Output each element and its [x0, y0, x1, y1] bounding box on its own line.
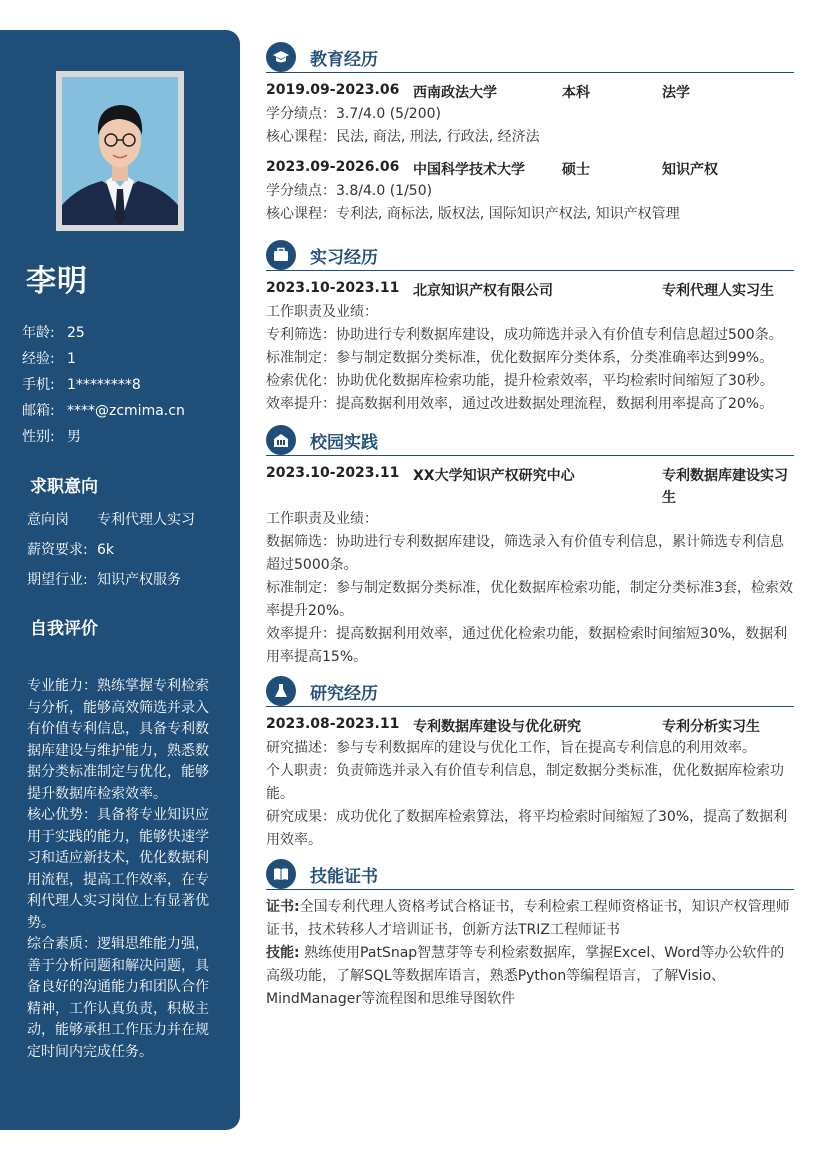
entry-major: 法学 [662, 85, 690, 101]
campus-entry-header [266, 462, 794, 508]
section-title: 教育经历 [310, 50, 378, 70]
entry-date: 2023.10-2023.11 [266, 465, 400, 481]
objective-row [27, 510, 232, 540]
section-title: 实习经历 [310, 248, 378, 268]
internship-entry-header [266, 277, 794, 301]
entry-role: 专利分析实习生 [662, 719, 760, 735]
entry-line: 研究描述：参与专利数据库的建设与优化工作，旨在提高专利信息的利用效率。 [266, 740, 756, 756]
entry-date: 2023.09-2026.06 [266, 159, 400, 175]
entry-organization: XX大学知识产权研究中心 [413, 468, 575, 484]
section-research [266, 676, 794, 852]
self-eval-paragraph: 专业能力：熟练掌握专利检索与分析，能够高效筛选并录入有价值专利信息，具备专利数据库建设与维护能力，熟悉数据分类标准制定与优化，能够提升数据库检索效率。 [27, 678, 209, 802]
education-entry-header [266, 79, 794, 103]
entry-line: 效率提升：提高数据利用效率，通过改进数据处理流程，数据利用率提高了20%。 [266, 396, 774, 412]
self-eval-paragraph: 核心优势：具备将专业知识应用于实践的能力，能够快速学习和适应新技术，优化数据利用流程，提高工作效率，在专利代理人实习岗位上有显著优势。 [27, 807, 209, 931]
entry-line: 标准制定：参与制定数据分类标准，优化数据库分类体系，分类准确率达到99%。 [266, 350, 774, 366]
entry-line: 工作职责及业绩： [266, 304, 378, 320]
entry-degree: 本科 [562, 85, 590, 101]
objective-heading: 求职意向 [30, 477, 98, 497]
certificates-label: 证书: [266, 899, 300, 915]
objective-label: 薪资要求: [27, 542, 88, 558]
info-value: 男 [67, 429, 81, 445]
certificates-text: 全国专利代理人资格考试合格证书，专利检索工程师资格证书，知识产权管理师证书，技术转移人才培训证书，创新方法TRIZ工程师证书 [266, 899, 790, 938]
section-internship [266, 240, 794, 416]
briefcase-icon [266, 240, 296, 270]
entry-line: 核心课程：民法, 商法, 刑法, 行政法, 经济法 [266, 129, 540, 145]
section-header [266, 425, 794, 456]
info-gender [22, 424, 232, 450]
entry-line: 标准制定：参与制定数据分类标准，优化数据库检索功能，制定分类标准3套，检索效率提升20%。 [266, 580, 793, 619]
entry-date: 2023.10-2023.11 [266, 280, 400, 296]
section-title: 技能证书 [310, 867, 378, 887]
section-skills [266, 859, 794, 1011]
info-label: 性别: [22, 429, 55, 445]
entry-line: 学分绩点：3.8/4.0 (1/50) [266, 183, 433, 199]
entry-school: 中国科学技术大学 [413, 162, 525, 178]
entry-line: 学分绩点：3.7/4.0 (5/200) [266, 106, 441, 122]
objective-value: 6k [97, 542, 115, 558]
info-value: 1 [67, 351, 76, 367]
profile-photo-frame [56, 71, 184, 231]
education-entry-header [266, 156, 794, 180]
entry-line: 检索优化：协助优化数据库检索功能，提升检索效率，平均检索时间缩短了30秒。 [266, 373, 774, 389]
sidebar [0, 30, 240, 1130]
entry-degree: 硕士 [562, 162, 590, 178]
section-header [266, 676, 794, 707]
entry-line: 个人职责：负责筛选并录入有价值专利信息，制定数据分类标准，优化数据库检索功能。 [266, 763, 784, 802]
info-value: ****@zcmima.cn [67, 403, 185, 419]
entry-project: 专利数据库建设与优化研究 [413, 719, 581, 735]
objective-list [27, 510, 232, 600]
entry-date: 2023.08-2023.11 [266, 716, 400, 732]
section-education [266, 42, 794, 226]
self-eval-heading: 自我评价 [30, 619, 98, 639]
entry-date: 2019.09-2023.06 [266, 82, 400, 98]
section-header [266, 240, 794, 271]
info-label: 经验: [22, 351, 55, 367]
entry-line: 研究成果：成功优化了数据库检索算法，将平均检索时间缩短了30%，提高了数据利用效率。 [266, 809, 788, 848]
certificates-line [266, 896, 794, 942]
skills-label: 技能: [266, 945, 300, 961]
entry-school: 西南政法大学 [413, 85, 497, 101]
objective-label: 意向岗 [27, 512, 69, 528]
entry-line: 工作职责及业绩： [266, 511, 378, 527]
objective-value: 专利代理人实习 [97, 512, 195, 528]
section-campus [266, 425, 794, 669]
entry-role: 专利代理人实习生 [662, 283, 774, 299]
entry-line: 数据筛选：协助进行专利数据库建设，筛选录入有价值专利信息，累计筛选专利信息超过5000条。 [266, 534, 784, 573]
candidate-name: 李明 [26, 264, 88, 299]
book-icon [266, 859, 296, 889]
info-email [22, 398, 232, 424]
objective-row [27, 570, 232, 600]
entry-role: 专利数据库建设实习生 [662, 468, 788, 506]
self-eval-paragraph: 综合素质：逻辑思维能力强，善于分析问题和解决问题，具备良好的沟通能力和团队合作精神，工作认真负责，积极主动，能够承担工作压力并在规定时间内完成任务。 [27, 936, 209, 1060]
section-title: 校园实践 [310, 433, 378, 453]
entry-line: 专利筛选：协助进行专利数据库建设，成功筛选并录入有价值专利信息超过500条。 [266, 327, 783, 343]
section-header [266, 859, 794, 890]
info-phone [22, 372, 232, 398]
self-eval-text [27, 676, 217, 1063]
profile-photo [62, 77, 178, 225]
graduation-cap-icon [266, 42, 296, 72]
info-label: 手机: [22, 377, 55, 393]
basic-info [22, 320, 232, 450]
skills-line [266, 942, 794, 1011]
info-value: 1********8 [67, 377, 141, 393]
flask-icon [266, 676, 296, 706]
info-experience [22, 346, 232, 372]
info-label: 年龄: [22, 325, 55, 341]
entry-organization: 北京知识产权有限公司 [413, 283, 553, 299]
entry-line: 核心课程：专利法, 商标法, 版权法, 国际知识产权法, 知识产权管理 [266, 206, 680, 222]
objective-row [27, 540, 232, 570]
building-icon [266, 425, 296, 455]
research-entry-header [266, 713, 794, 737]
entry-major: 知识产权 [662, 162, 718, 178]
section-title: 研究经历 [310, 684, 378, 704]
info-value: 25 [67, 325, 85, 341]
skills-text: 熟练使用PatSnap智慧芽等专利检索数据库，掌握Excel、Word等办公软件的高级功能，了解SQL等数据库语言，熟悉Python等编程语言，了解Visio、MindManager等流程图和思维导图软件 [266, 945, 785, 1007]
info-age [22, 320, 232, 346]
objective-label: 期望行业: [27, 572, 88, 588]
objective-value: 知识产权服务 [97, 572, 181, 588]
section-header [266, 42, 794, 73]
entry-line: 效率提升：提高数据利用效率，通过优化检索功能，数据检索时间缩短30%，数据利用率提高15%。 [266, 626, 788, 665]
info-label: 邮箱: [22, 403, 55, 419]
